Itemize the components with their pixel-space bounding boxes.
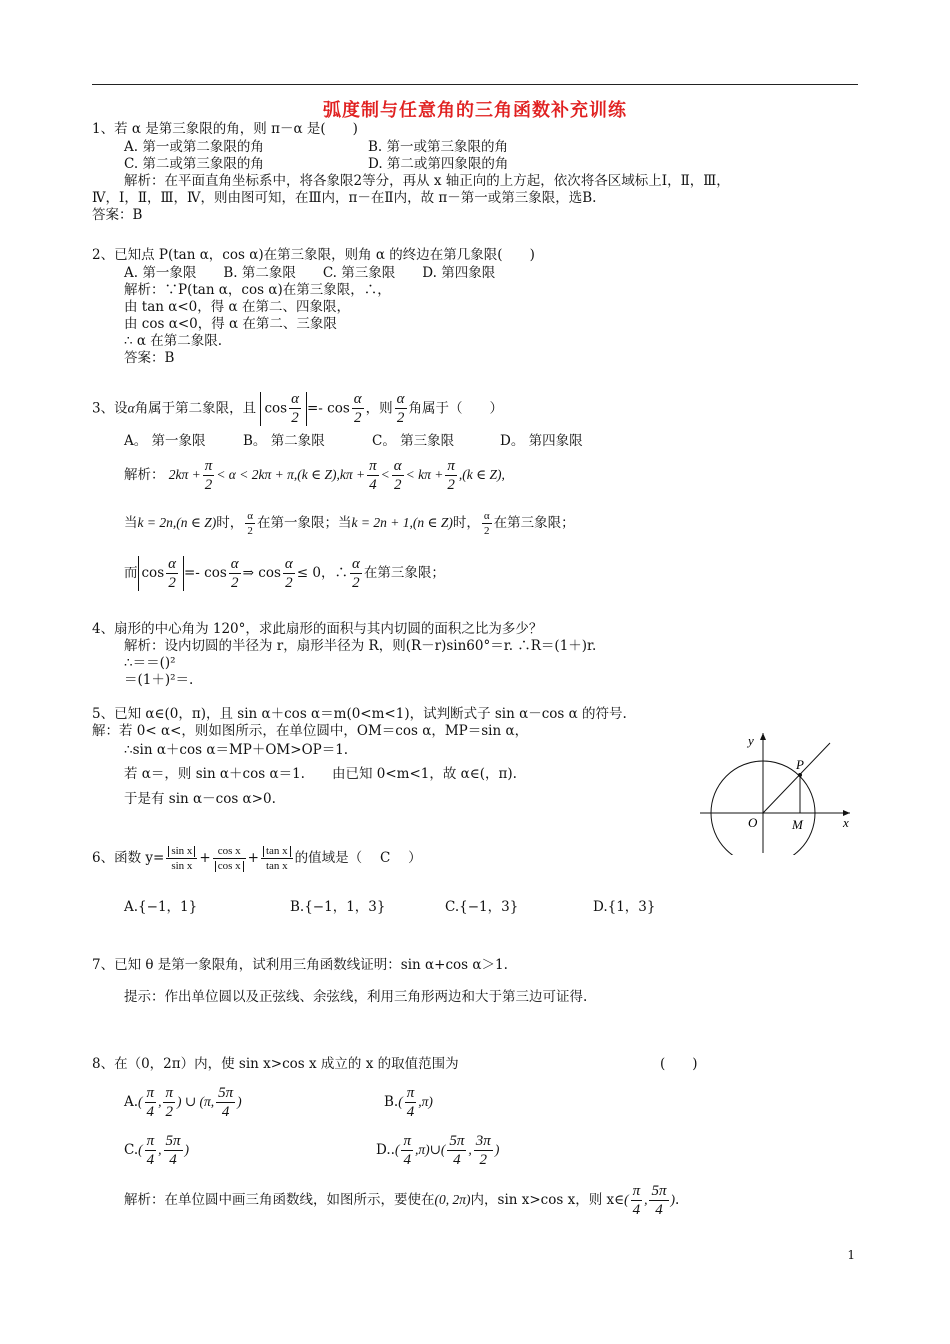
page-title: 弧度制与任意角的三角函数补充训练 <box>323 100 627 121</box>
q5-solution-line3: 若 α＝，则 sin α＋cos α＝1. 由已知 0<m<1，故 α∈(，π). <box>124 766 517 782</box>
label-y: y <box>748 733 754 748</box>
q1-solution-line2: Ⅳ，Ⅰ，Ⅱ，Ⅲ，Ⅳ，则由图可知，在Ⅲ内，π－在Ⅱ内，故 π－第一或第三象限，选B. <box>92 190 597 206</box>
q8-answer-paren: ( ) <box>660 1056 698 1072</box>
q8-option-b: B.( $\frac{\pi}{4}$ ,π) <box>384 1084 433 1120</box>
q1-option-d: D. 第二或第四象限的角 <box>368 156 509 172</box>
q6-option-d: D.{1，3} <box>593 899 656 915</box>
q8-solution: 解析：在单位圆中画三角函数线，如图所示，要使在(0, 2π)内，sin x>cos x，则 x∈( $\frac{\pi}{4}$ , $\frac{5\pi}{4}$ ). <box>124 1182 680 1218</box>
q4-solution-line3: ＝(1＋)²＝. <box>124 672 194 688</box>
q8-option-c: C.( $\frac{\pi}{4}$ , $\frac{5\pi}{4}$ ) <box>124 1132 190 1168</box>
q3-solution-line1: 解析： 2kπ + $\frac{\pi}{2}$ < α < 2kπ + π,(k ∈ Z),kπ + $\frac{\pi}{4}$ < $\frac{\alpha}{2}$ < kπ + $\frac{\pi}{2}$ ,(k ∈ Z), <box>124 457 505 493</box>
label-o: O <box>748 815 758 830</box>
q5-solution-line1: 解：若 0< α<，则如图所示，在单位圆中，OM＝cos α，MP＝sin α， <box>92 723 529 739</box>
q1-option-a: A. 第一或第二象限的角 <box>124 139 264 155</box>
q1-stem: 1、若 α 是第三象限的角，则 π－α 是( ) <box>92 121 358 137</box>
q2-solution-line2: 由 tan α<0，得 α 在第二、四象限， <box>124 299 350 315</box>
q2-solution-line1: 解析：∵P(tan α，cos α)在第三象限，∴， <box>124 282 391 298</box>
q7-stem: 7、已知 θ 是第一象限角，试利用三角函数线证明：sin α+cos α＞1. <box>92 957 508 973</box>
unit-circle-figure <box>700 725 855 855</box>
q2-stem: 2、已知点 P(tan α，cos α)在第三象限，则角 α 的终边在第几象限( ) <box>92 247 535 263</box>
q8-stem: 8、在（0，2π）内，使 sin x>cos x 成立的 x 的取值范围为 <box>92 1056 459 1072</box>
q6-option-a: A.{−1，1} <box>124 899 198 915</box>
point-p <box>798 773 802 777</box>
q1-option-c: C. 第二或第三象限的角 <box>124 156 264 172</box>
y-axis-arrow <box>760 733 766 740</box>
q3-solution-line3: 而 cos $\frac{\alpha}{2}$ =- cos $\frac{\alpha}{2}$ ⇒ cos $\frac{\alpha}{2}$ ≤ 0，∴ $\frac{\alpha}{2}$ 在第三象限； <box>124 555 445 591</box>
abs-cos-half-alpha: cos $\frac{\alpha}{2}$ <box>260 392 307 426</box>
q5-solution-line4: 于是有 sin α－cos α>0. <box>124 791 276 807</box>
q6-option-b: B.{−1，1，3} <box>290 899 386 915</box>
alpha-symbol: α <box>127 400 135 416</box>
header-rule <box>92 84 858 85</box>
q3-option-c: C。 第三象限 <box>372 433 455 449</box>
q1-answer: 答案：B <box>92 207 143 223</box>
q2-solution-line4: ∴ α 在第二象限. <box>124 333 223 349</box>
q3-option-a: A。 第一象限 <box>124 433 206 449</box>
q5-stem: 5、已知 α∈(0，π)，且 sin α＋cos α＝m(0<m<1)，试判断式子 sin α－cos α 的符号. <box>92 706 627 722</box>
q8-option-a: A.( $\frac{\pi}{4}$ , $\frac{\pi}{2}$ ) ∪ (π, $\frac{5\pi}{4}$ ) <box>124 1084 242 1120</box>
page-number: 1 <box>847 1248 855 1262</box>
q6-option-c: C.{−1，3} <box>445 899 519 915</box>
q3-option-b: B。 第二象限 <box>243 433 325 449</box>
q2-solution-line3: 由 cos α<0，得 α 在第二、三象限 <box>124 316 337 332</box>
q1-option-b: B. 第一或第三象限的角 <box>368 139 509 155</box>
q3-stem: 3、设α角属于第二象限，且 cos $\frac{\alpha}{2}$ =- cos $\frac{\alpha}{2}$ ，则 $\frac{\alpha}{2}$ 角属于（ ） <box>92 391 504 426</box>
q1-solution-line1: 解析：在平面直角坐标系中，将各象限2等分，再从 x 轴正向的上方起，依次将各区域标上Ⅰ，Ⅱ，Ⅲ， <box>124 173 730 189</box>
label-p: P <box>796 757 804 772</box>
q3-option-d: D。 第四象限 <box>500 433 583 449</box>
q4-stem: 4、扇形的中心角为 120°，求此扇形的面积与其内切圆的面积之比为多少？ <box>92 621 543 637</box>
q2-options: A. 第一象限 B. 第二象限 C. 第三象限 D. 第四象限 <box>124 265 496 281</box>
q7-hint: 提示：作出单位圆以及正弦线、余弦线，利用三角形两边和大于第三边可证得. <box>124 989 588 1005</box>
label-x: x <box>843 815 849 830</box>
q3-solution-line2: 当k = 2n,(n ∈ Z)时， $\frac{\alpha}{2}$ 在第一象限；当k = 2n + 1,(n ∈ Z)时， $\frac{\alpha}{2}$ 在第三象限； <box>124 509 575 537</box>
q8-option-d: D..( $\frac{\pi}{4}$ ,π)∪( $\frac{5\pi}{4}$ , $\frac{3\pi}{2}$ ) <box>376 1132 500 1168</box>
q4-solution-line2: ∴＝＝()² <box>124 655 176 671</box>
q4-solution-line1: 解析：设内切圆的半径为 r，扇形半径为 R，则(R－r)sin60°＝r. ∴R＝(1＋)r. <box>124 638 597 654</box>
q6-stem: 6、函数 y= $\frac{\text{sin x}}{\text{sin x}}$ + $\frac{\text{cos x}}{\text{cos x}}$ + $\frac{\text{tan x}}{\text{tan x}}$ 的值域是（ C ） <box>92 844 422 872</box>
label-m: M <box>792 817 803 832</box>
q5-solution-line2: ∴sin α＋cos α＝MP＋OM>OP＝1. <box>124 742 349 758</box>
q2-answer: 答案：B <box>124 350 175 366</box>
terminal-ray <box>763 743 830 813</box>
